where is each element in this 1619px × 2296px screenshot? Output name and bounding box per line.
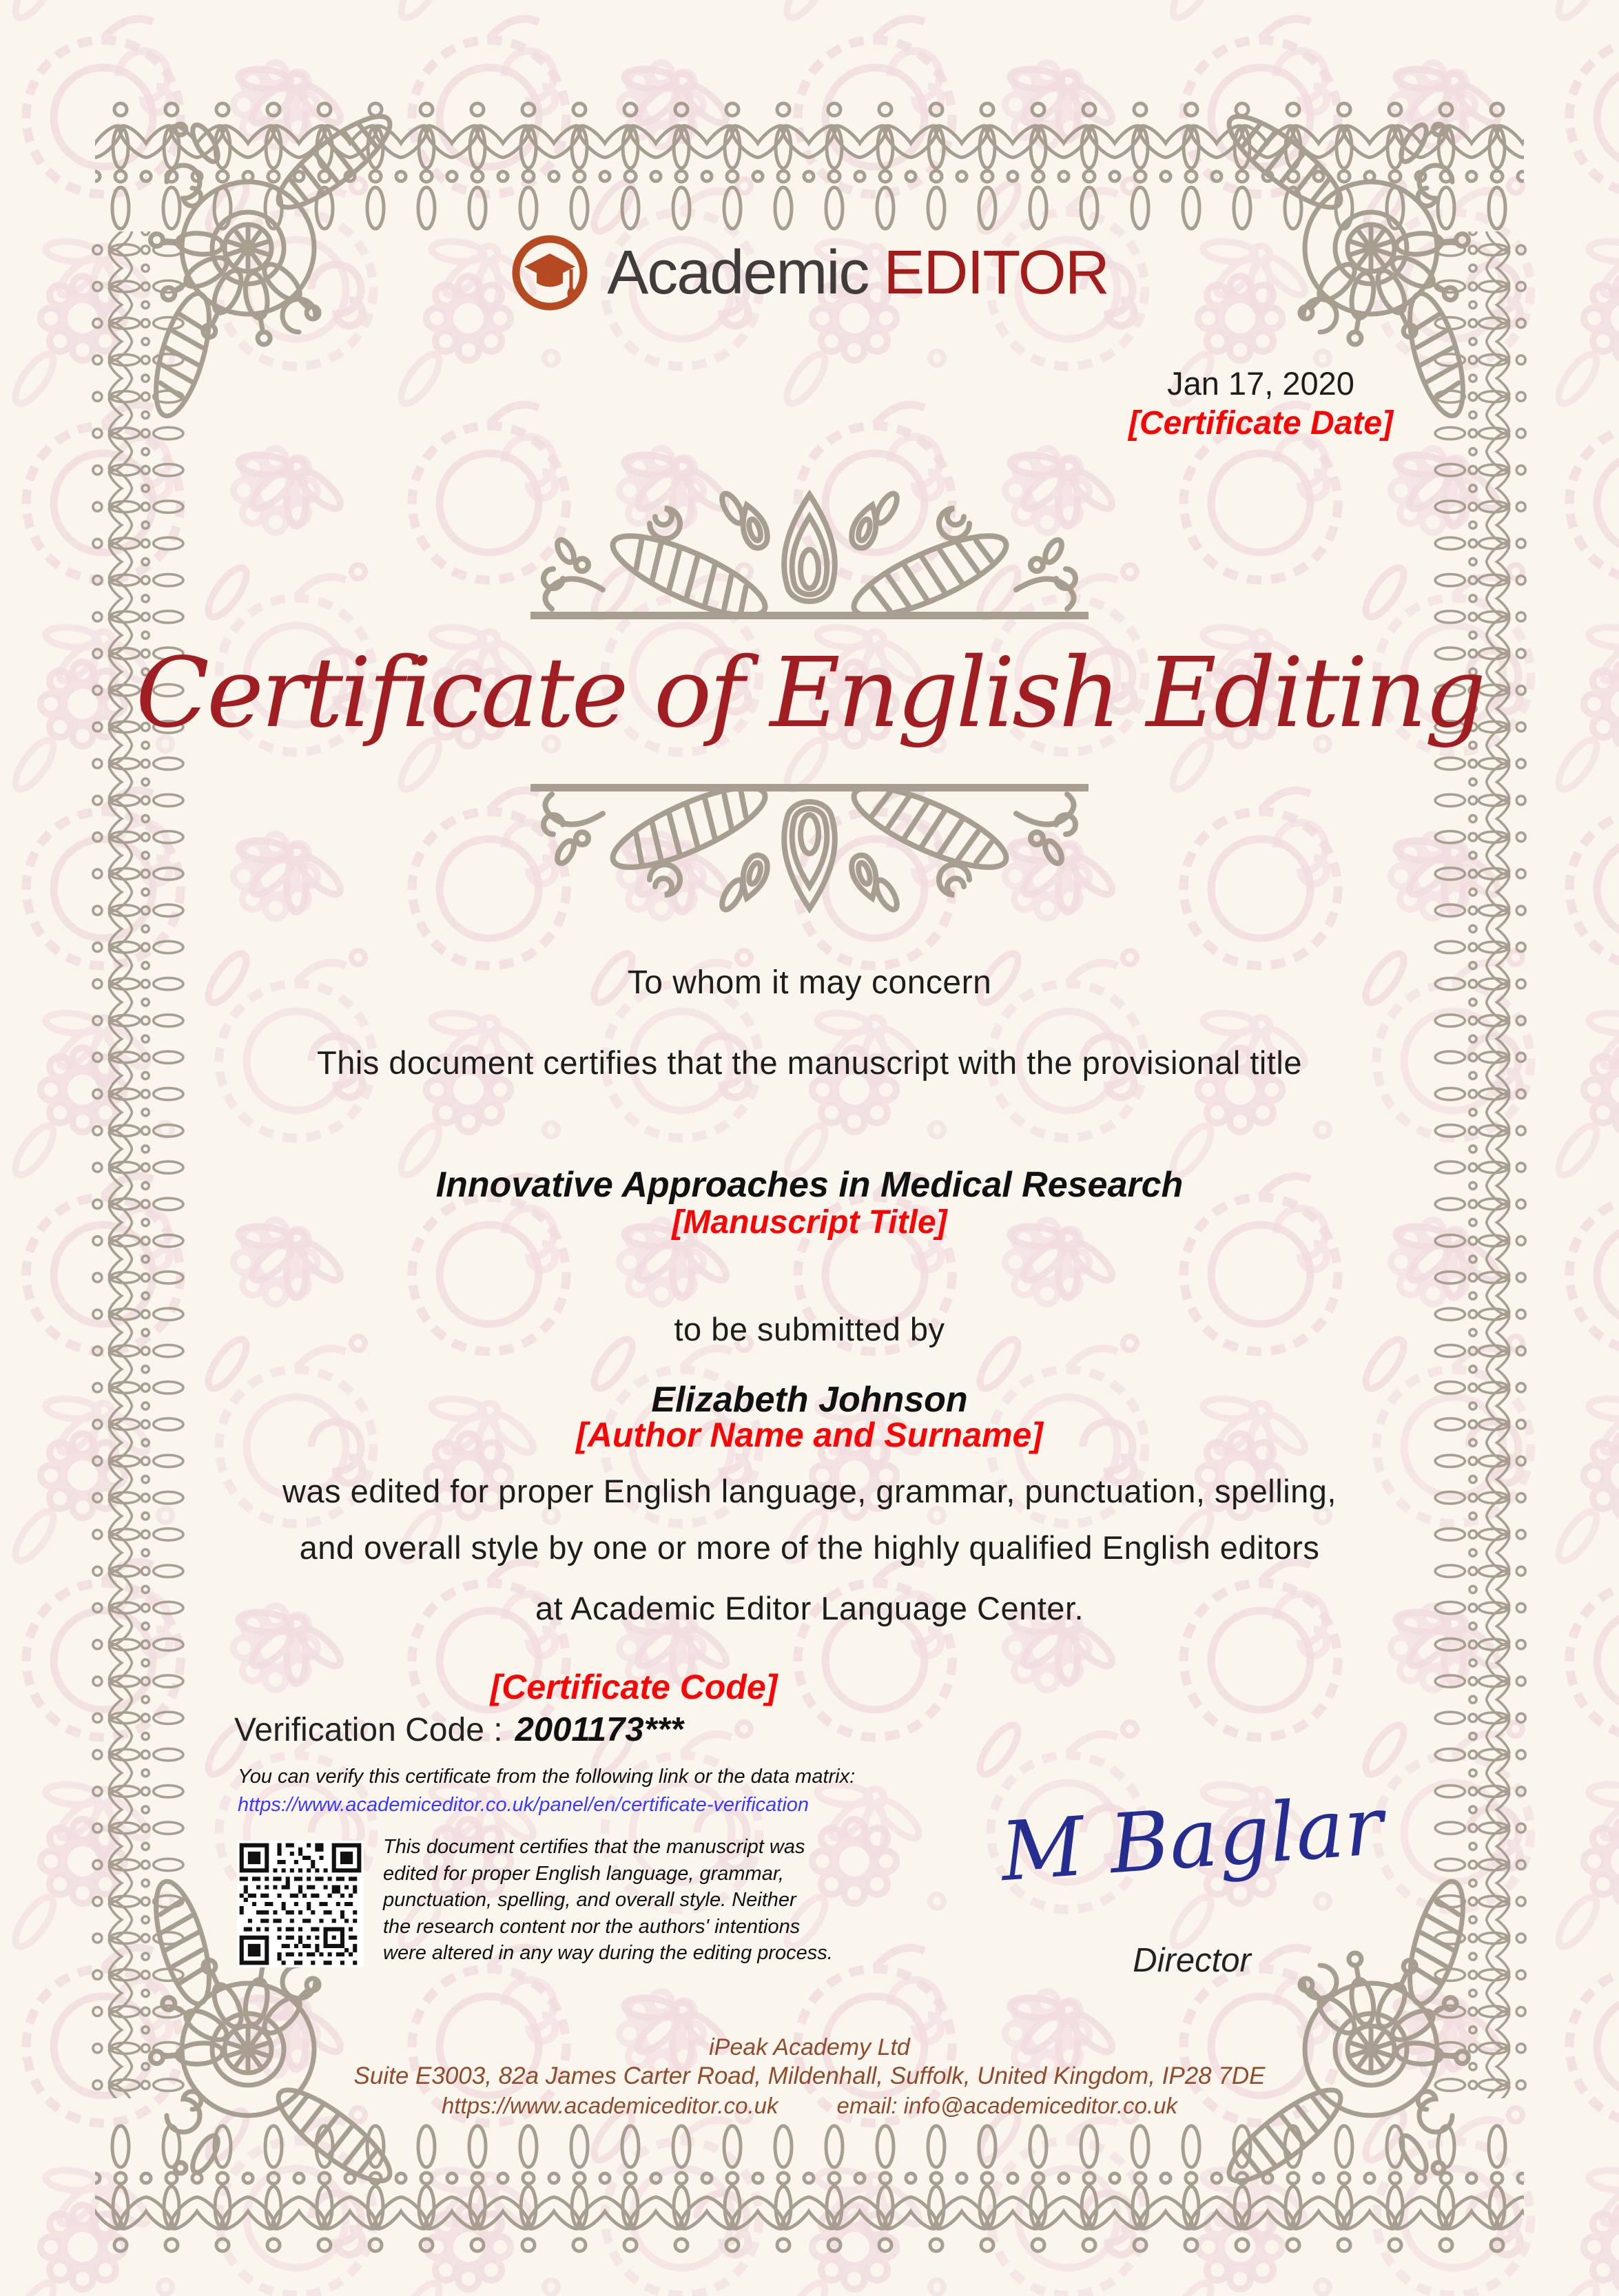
brand-name bbox=[607, 238, 1108, 309]
submitted-by-line: to be submitted by bbox=[674, 1311, 945, 1347]
director-signature: M Baglar bbox=[998, 1777, 1386, 1900]
statement-line-3: at Academic Editor Language Center. bbox=[535, 1590, 1084, 1626]
verification-code-value: 2001173*** bbox=[515, 1711, 683, 1748]
statement-line-1: was edited for proper English language, grammar, punctuation, spelling, bbox=[282, 1473, 1337, 1509]
brand-name-secondary: EDITOR bbox=[883, 238, 1108, 307]
disclaimer-line: This document certifies that the manuscript was bbox=[383, 1836, 805, 1858]
statement-line-2: and overall style by one or more of the highly qualified English editors bbox=[299, 1529, 1320, 1566]
footer-contact-row bbox=[0, 2091, 1619, 2120]
certificate-code-placeholder: [Certificate Code] bbox=[490, 1668, 778, 1706]
disclaimer-line: the research content nor the authors' intentions bbox=[383, 1915, 801, 1938]
footer-address: Suite E3003, 82a James Carter Road, Mildenhall, Suffolk, United Kingdom, IP28 7DE bbox=[353, 2062, 1266, 2089]
verification-code-label: Verification Code : bbox=[234, 1712, 503, 1748]
certificate-title: Certificate of English Editing bbox=[135, 637, 1484, 749]
certificate-date-block bbox=[1020, 364, 1502, 444]
salutation: To whom it may concern bbox=[627, 964, 992, 1001]
footer-email[interactable]: email: info@academiceditor.co.uk bbox=[836, 2093, 1177, 2118]
certificate-date: Jan 17, 2020 bbox=[1167, 365, 1354, 402]
manuscript-title-placeholder: [Manuscript Title] bbox=[672, 1204, 947, 1241]
footer-company: iPeak Academy Ltd bbox=[709, 2034, 910, 2060]
verification-link[interactable]: https://www.academiceditor.co.uk/panel/en/certificate-verification bbox=[238, 1794, 810, 1816]
certificate-date-placeholder: [Certificate Date] bbox=[1128, 405, 1394, 442]
graduation-cap-logo-icon bbox=[511, 234, 589, 312]
verification-note: You can verify this certificate from the following link or the data matrix: bbox=[238, 1766, 856, 1788]
disclaimer-line: punctuation, spelling, and overall style. Neither bbox=[383, 1889, 796, 1912]
brand-logo bbox=[0, 225, 1619, 321]
director-title: Director bbox=[1133, 1942, 1251, 1979]
disclaimer-line: were altered in any way during the editing process. bbox=[383, 1942, 833, 1965]
qr-code bbox=[237, 1841, 364, 1967]
intro-line: This document certifies that the manuscript with the provisional title bbox=[317, 1044, 1302, 1081]
disclaimer-line: edited for proper English language, grammar, bbox=[383, 1862, 784, 1885]
footer-website[interactable]: https://www.academiceditor.co.uk bbox=[441, 2093, 778, 2118]
manuscript-title: Innovative Approaches in Medical Research bbox=[435, 1165, 1184, 1205]
author-name-placeholder: [Author Name and Surname] bbox=[576, 1416, 1043, 1454]
verification-code-row bbox=[234, 1710, 683, 1749]
brand-name-primary: Academic bbox=[607, 238, 869, 307]
author-name: Elizabeth Johnson bbox=[651, 1380, 968, 1420]
disclaimer-paragraph bbox=[383, 1834, 838, 1967]
